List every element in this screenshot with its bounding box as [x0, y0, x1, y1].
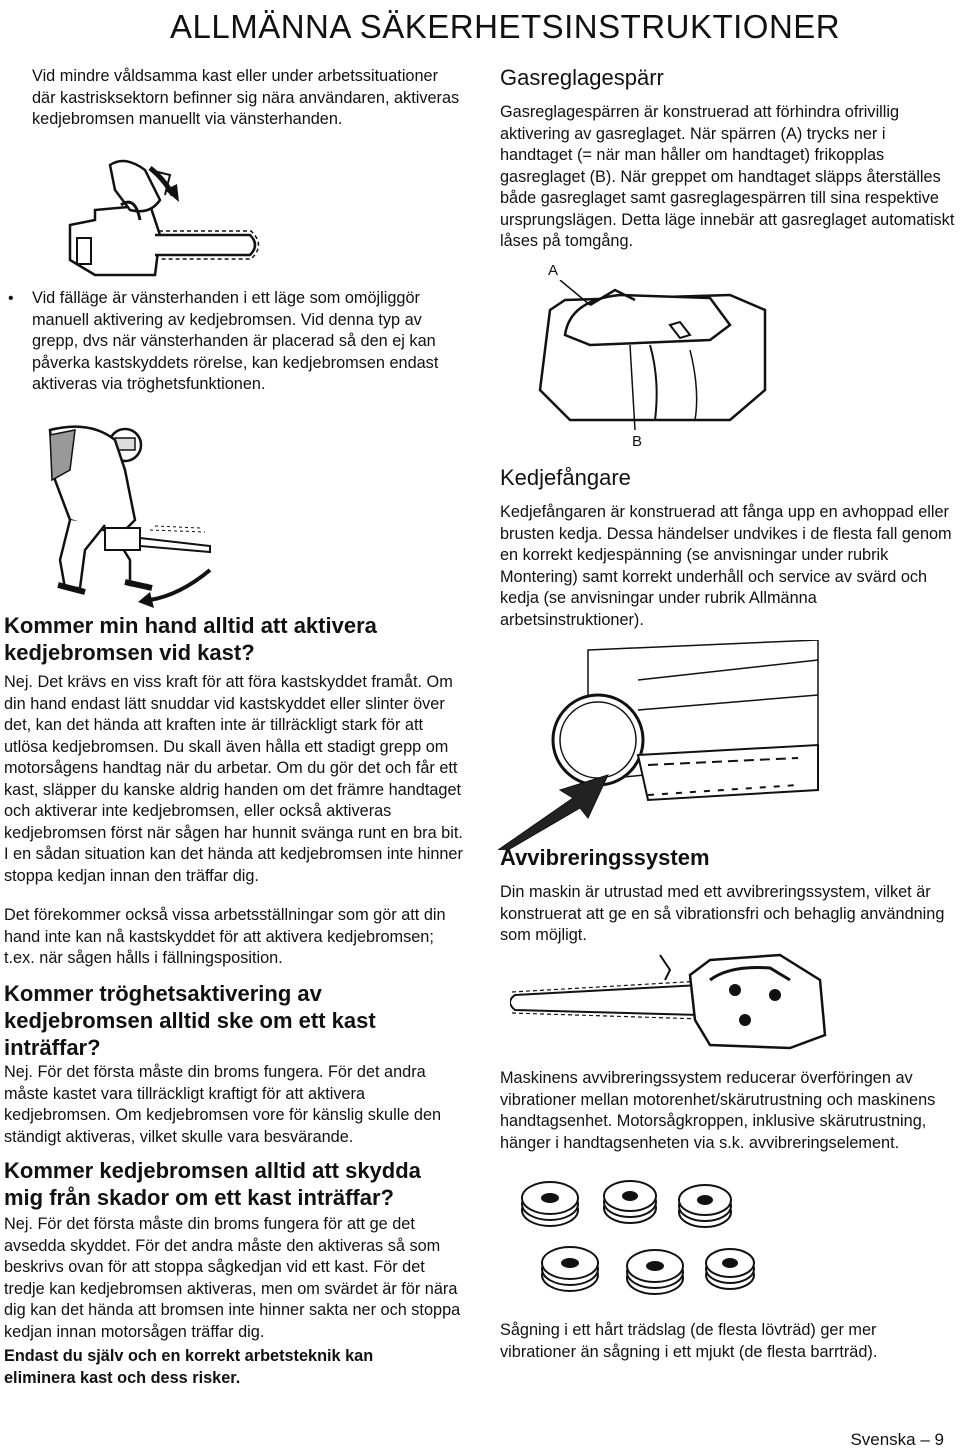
page-footer: Svenska – 9	[850, 1430, 944, 1449]
page-title: ALLMÄNNA SÄKERHETSINSTRUKTIONER	[170, 8, 841, 45]
question-3-conclusion: Endast du själv och en korrekt arbetsteknik kan eliminera kast och dess risker.	[4, 1347, 374, 1387]
chain-catcher-heading: Kedjefångare	[500, 465, 631, 490]
question-3-answer: Nej. För det första måste din broms fungera för att ge det avsedda skyddet. För det andra måste den aktiveras så som beskrivs ovan för att stoppa sågkedjan vid ett kast. För det tredje kan kedjebromsen aktiveras, men om svärdet är för nära dig kan det hända att bromsen inte hinner sakta ner och stoppa kedjan innan motorsågen träffar dig.	[4, 1215, 461, 1341]
chain-catcher-illustration	[498, 640, 828, 850]
question-3-heading: Kommer kedjebromsen alltid att skydda mig från skador om ett kast inträffar?	[4, 1158, 421, 1210]
chainsaw-antivibration-illustration	[510, 950, 830, 1050]
label-b: B	[632, 433, 643, 450]
intro-paragraph: Vid mindre våldsamma kast eller under arbetssituationer där kastrisksektorn befinner sig nära användaren, aktiveras kedjebromsen manuellt via vänsterhanden.	[32, 67, 460, 128]
chain-catcher-text: Kedjefångaren är konstruerad att fånga upp en avhoppad eller brusten kedja. Dessa händelser undvikes i de flesta fall genom en korrekt kedjespänning (se anvisningar under rubrik Montering) samt korrekt underhåll och service av svärd och kedja (se anvisningar under rubrik Allmänna arbetsinstruktioner).	[500, 503, 952, 629]
anti-vibration-description: Maskinens avvibreringssystem reducerar överföringen av vibrationer mellan motorenhet/skärutrustning och maskinens handtagsenhet. Motorsågkroppen, inklusive skärutrustning, hänger i handtagsenheten via s.k. avvibreringselement.	[500, 1069, 936, 1152]
anti-vibration-intro: Din maskin är utrustad med ett avvibreringssystem, vilket är konstruerat att ge en så vibrationsfri och behaglig användning som möjligt.	[500, 883, 945, 944]
anti-vibration-heading: Avvibreringssystem	[500, 845, 710, 870]
question-2-answer: Nej. För det första måste din broms fungera. För det andra måste kastet vara tillräckligt kraftigt för att aktivera kedjebromsen. Om kedjebromsen vore för känslig skulle den ständigt aktiveras, vilket skulle vara besvärande.	[4, 1063, 442, 1146]
bullet-paragraph: Vid fälläge är vänsterhanden i ett läge som omöjliggör manuell aktivering av kedjebromsen. Vid denna typ av grepp, dvs när vänsterhanden är placerad så den ej kan påverka kastskyddets rörelse, kan kedjebromsen endast aktiveras via tröghetsfunktionen.	[32, 289, 439, 393]
question-2-heading: Kommer tröghetsaktivering av kedjebromsen alltid ske om ett kast inträffar?	[4, 981, 376, 1060]
bullet-marker: •	[8, 290, 14, 307]
throttle-handle-illustration	[530, 280, 770, 435]
throttle-lockout-text: Gasreglagespärren är konstruerad att förhindra ofrivillig aktivering av gasreglaget. När spärren (A) trycks ner i handtaget (= när man håller om handtaget) frikopplas gasreglaget (B). När greppet om handtaget släpps återställes både gasreglaget samt gasreglagespärren till sina respektive ursprungslägen. Detta läge innebär att gasreglaget automatiskt låses på tomgång.	[500, 103, 955, 250]
felling-position-illustration	[30, 410, 220, 610]
vibration-springs-illustration	[510, 1180, 760, 1305]
question-1-heading: Kommer min hand alltid att aktivera kedjebromsen vid kast?	[4, 613, 377, 665]
label-a: A	[548, 262, 559, 279]
wood-hardness-note: Sågning i ett hårt trädslag (de flesta lövträd) ger mer vibrationer än sågning i ett mjukt (de flesta barrträd).	[500, 1321, 878, 1361]
question-1-extra: Det förekommer också vissa arbetsställningar som gör att din hand inte kan nå kastskyddet för att aktivera kedjebromsen; t.ex. när sågen hålls i fällningsposition.	[4, 906, 446, 967]
question-1-answer: Nej. Det krävs en viss kraft för att föra kastskyddet framåt. Om din hand endast lätt snuddar vid kastskyddet eller slinter över det, kan det hända att kraften inte är tillräckligt stark för att utlösa kedjebromsen. Du skall även hålla ett stadigt grepp om motorsågens handtag när du arbetar. Om du gör det och får ett kast, släpper du kanske aldrig handen om det främre handtaget och aktiverar inte kedjebromsen, eller också aktiveras kedjebromsen först när sågen har hunnit svänga runt en bra bit. I en sådan situation kan det hända att kedjebromsen inte hinner stoppa kedjan innan den träffar dig.	[4, 673, 463, 885]
chainsaw-hand-brake-illustration	[55, 150, 265, 285]
throttle-lockout-heading: Gasreglagespärr	[500, 65, 664, 90]
